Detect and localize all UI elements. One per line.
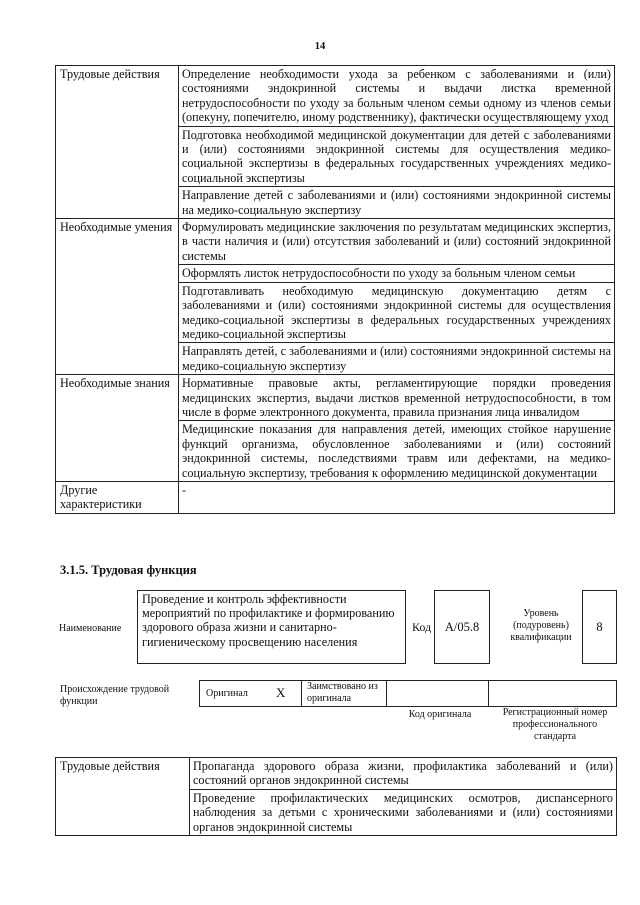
level-value: 8: [596, 619, 603, 634]
table-cell: Медицинские показания для направления детей, имеющих стойкое нарушение функций организма, обусловленное заболеваниями и (или) состояний эндокринной системы, последствиями травм или дефектами, на медико-социальную экспертизу, требования к оформлению медицинской документации: [179, 421, 615, 482]
table-cell: Подготавливать необходимую медицинскую документацию детям с заболеваниями и (или) состояниями эндокринной системы для осуществления медико-социальной экспертизы в федеральных государственных учреждениях медико-социальной экспертизы: [179, 282, 615, 343]
row-label-labor-actions: Трудовые действия: [56, 758, 190, 836]
code-box: [434, 590, 490, 664]
row-label-labor-actions: Трудовые действия: [56, 66, 179, 219]
table-cell: Подготовка необходимой медицинской документации для детей с заболеваниями и (или) состояниями эндокринной системы для осуществления медико-социальной экспертизы в федеральных государственных учреждениях медико-социальной экспертизы: [179, 126, 615, 187]
original-label: Оригинал: [206, 688, 248, 699]
origin-row: [199, 680, 617, 707]
labor-function-table: [55, 65, 615, 514]
level-label: Уровень (подуровень) квалификации: [510, 608, 572, 643]
table-row: [56, 219, 615, 265]
row-label-required-skills: Необходимые умения: [56, 219, 179, 375]
table-row: [56, 758, 617, 790]
cell-divider: [488, 680, 489, 707]
labor-actions-table: [55, 757, 617, 836]
row-label-other-characteristics: Другие характеристики: [56, 481, 179, 513]
table-cell: Формулировать медицинские заключения по результатам медицинских экспертиз, в части наличия и (или) отсутствия заболеваний и (или) состояний эндокринной системы: [179, 219, 615, 265]
level-box: [582, 590, 617, 664]
cell-divider: [386, 680, 387, 707]
page-number: 14: [314, 41, 326, 52]
origin-label: Происхождение трудовой функции: [60, 684, 170, 707]
row-label-required-knowledge: Необходимые знания: [56, 375, 179, 482]
code-value: A/05.8: [444, 619, 480, 634]
cell-divider: [301, 680, 302, 707]
table-row: [56, 66, 615, 127]
code-label: Код: [412, 620, 432, 634]
reg-number-caption: Регистрационный номер профессионального стандарта: [502, 707, 608, 742]
table-cell: Оформлять листок нетрудоспособности по уходу за больным членом семьи: [179, 265, 615, 282]
table-row: [56, 481, 615, 513]
table-cell: Определение необходимости ухода за ребенком с заболеваниями и (или) состояниями эндокринной системы и выдачи листка временной нетрудоспособности по уходу за больным членом семьи одному из членов семьи (опекуну, попечителю, иному родственнику), фактически осуществляющему уход: [179, 66, 615, 127]
table-cell: Направлять детей, с заболеваниями и (или) состояниями эндокринной системы на медико-социальную экспертизу: [179, 343, 615, 375]
code-original-caption: Код оригинала: [408, 709, 472, 720]
borrowed-label: Заимствовано из оригинала: [307, 681, 378, 704]
table-row: [56, 375, 615, 421]
function-name-box: [137, 590, 406, 664]
table-cell: -: [179, 481, 615, 513]
table-cell: Пропаганда здорового образа жизни, профилактика заболеваний и (или) состояний органов эндокринной системы: [190, 758, 617, 790]
table-cell: Нормативные правовые акты, регламентирующие порядки проведения медицинских экспертиз, выдачи листков временной нетрудоспособности, в том числе в форме электронного документа, правила признания лица инвалидом: [179, 375, 615, 421]
function-name-value: Проведение и контроль эффективности мероприятий по профилактике и формированию здорового образа жизни и санитарно-гигиеническому просвещению населения: [142, 592, 395, 649]
section-title: 3.1.5. Трудовая функция: [60, 563, 197, 577]
name-label: Наименование: [59, 623, 122, 634]
original-mark: X: [276, 685, 286, 700]
table-cell: Направление детей с заболеваниями и (или) состояниями эндокринной системы на медико-социальную экспертизу: [179, 187, 615, 219]
table-cell: Проведение профилактических медицинских осмотров, диспансерного наблюдения за детьми с хроническими заболеваниями и (или) состояниями органов эндокринной системы: [190, 789, 617, 835]
